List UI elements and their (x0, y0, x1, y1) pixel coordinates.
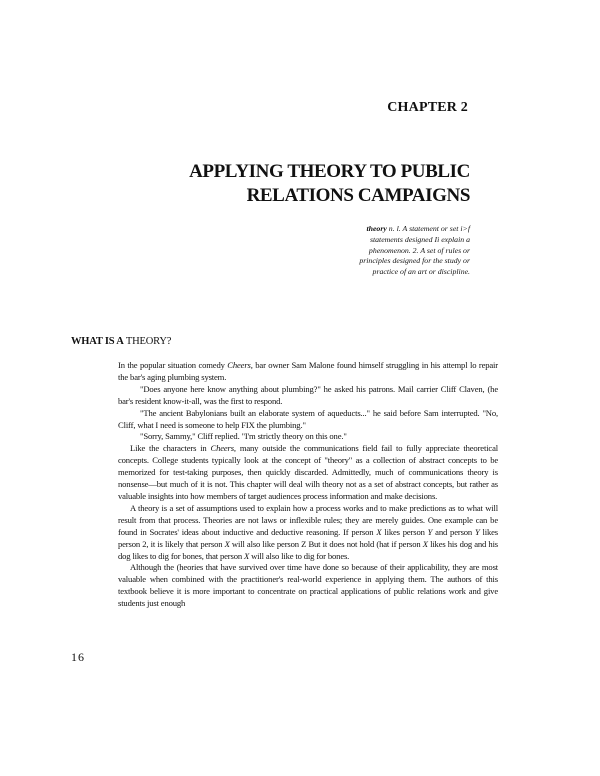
paragraph: "The ancient Babylonians built an elaborate system of aqueducts..." he said before Sam interrupted. "No, Cliff, what I need is someone to help FIX the plumbing." (118, 407, 498, 430)
paragraph (118, 443, 498, 503)
text-run: bar owner Sam Malone found himself struggling in his attempl lo repair the bar's aging plumbing system. (118, 360, 499, 382)
epigraph-line: statements designed Ii explain a (369, 234, 470, 244)
section-heading (71, 336, 171, 347)
chapter-title-line-1: APPLYING THEORY TO PUBLIC (189, 161, 470, 182)
chapter-label: CHAPTER 2 (387, 100, 468, 115)
paragraph: "Sorry, Sammy," Cliff replied. "I'm strictly theory on this one." (140, 431, 347, 442)
text-run: In the popular situation comedy (118, 360, 228, 370)
chapter-title-line-2: RELATIONS CAMPAIGNS (246, 185, 470, 206)
text-run: likes his dog and his dog likes to dig for bones, that person (118, 538, 499, 561)
text-run-italic: X (422, 538, 428, 549)
paragraph: "Does anyone here know anything about plumbing?" he asked his patrons. Mail carrier Cliff Claven, (he bar's resident know-it-all, was the first to respond. (118, 383, 498, 406)
text-run: Like the characters in (130, 443, 211, 454)
section-heading-bold: WHAT IS A (71, 336, 124, 347)
text-run: will also like person Z But it does not hold (hat if person (229, 538, 423, 549)
text-run: will also like to dig for bones. (249, 550, 350, 561)
text-run: likes person (381, 526, 428, 537)
text-run-italic: Y (474, 526, 480, 537)
paragraph (118, 503, 498, 563)
text-run: and person (432, 526, 475, 537)
section-heading-rest: THEORY? (123, 336, 172, 347)
paragraph: Although the (heories that have survived over time have done so because of their applicability, they are most valuable when combined with the practitioner's real-world experience in applying them. The authors of this textbook believe it is more important to concentrate on practical applications of public relations work and give students just enough (118, 562, 498, 609)
epigraph-line (300, 224, 470, 235)
epigraph-line: phenomenon. 2. A set of rules or (368, 245, 470, 255)
text-run-italic: Cheers, (210, 443, 236, 454)
epigraph-line: practice of an art or discipline. (372, 267, 470, 277)
text-run-italic: X (244, 550, 250, 561)
body-text (118, 360, 498, 610)
text-run-italic: X (376, 526, 382, 537)
text-run-italic: Cheers, (227, 360, 253, 370)
epigraph-line: principles designed for the study or (359, 256, 470, 266)
text-run-italic: Y (427, 526, 433, 537)
epigraph-term: theory (366, 224, 387, 233)
text-run: A theory is a set of assumptions used to explain how a process works and to make predictions as to what will result from that process. Theories are not laws or inflexible rules; they are merely guides. One example can be found in Socrates' ideas about inductive and deductive reasoning. If person (118, 502, 498, 537)
chapter-title (70, 160, 470, 208)
paragraph (118, 360, 498, 384)
text-run: likes person 2, it is likely that person (118, 526, 498, 549)
page-number: 16 (71, 650, 85, 664)
epigraph-line-1-rest: n. l. A statement or set i>f (386, 224, 470, 233)
text-run-italic: X (224, 538, 230, 549)
epigraph-definition (300, 224, 470, 278)
text-run: many outside the communications field fail to fully appreciate theoretical concepts. College students typically look at the concept of "theory" as a collection of abstract concepts to be memorized for test-taking purposes, then quickly discarded. Admittedly, much of communications theory is nonsense—but much of it is not. This chapter will deal wilh theory not as a set of abstract concepts, but rather as valuable insights into how members of target audiences process information and make decisions. (118, 443, 499, 501)
